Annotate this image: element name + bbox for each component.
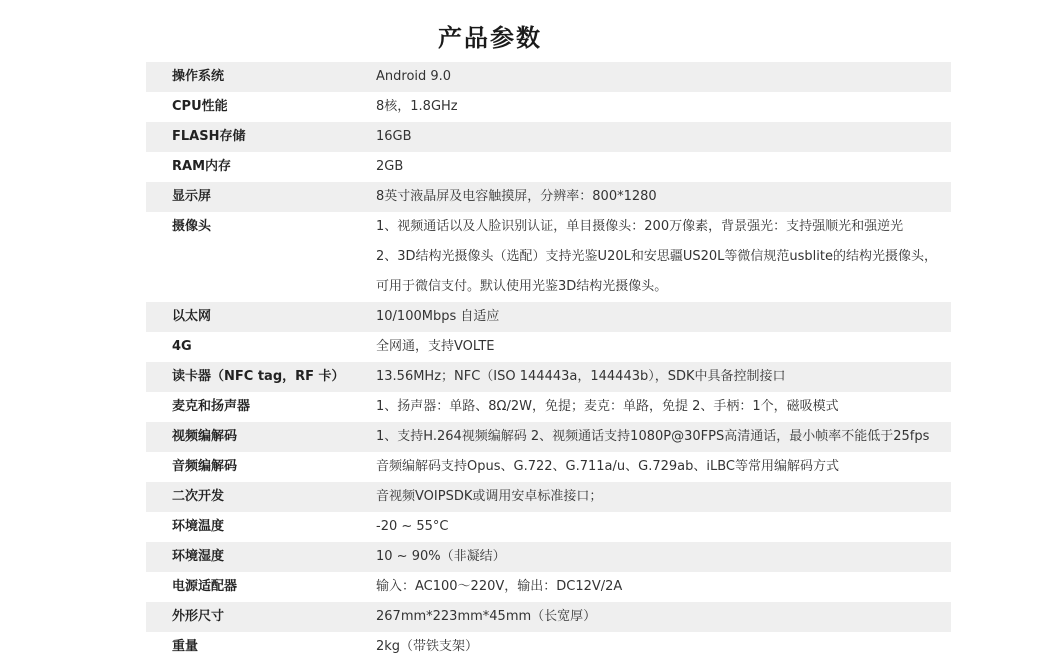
spec-value: [376, 339, 951, 355]
spec-row: [146, 182, 951, 212]
spec-label: 摄像头: [172, 219, 212, 234]
spec-row: [146, 392, 951, 422]
spec-label: 麦克和扬声器: [172, 399, 251, 414]
spec-value-line: 1、扬声器：单路、8Ω/2W，免提；麦克：单路，免提 2、手柄：1个，磁吸模式: [376, 399, 839, 414]
spec-label: 重量: [172, 639, 199, 654]
spec-row: [146, 62, 951, 92]
spec-label: 音频编解码: [172, 459, 238, 474]
spec-row: [146, 422, 951, 452]
spec-label: 环境温度: [172, 519, 225, 534]
spec-value: [376, 399, 951, 415]
spec-value-line: 音频编解码支持Opus、G.722、G.711a/u、G.729ab、iLBC等常用编解码方式: [376, 459, 839, 474]
spec-value-line: 2、3D结构光摄像头（选配）支持光鉴U20L和安思疆US20L等微信规范usblite的结构光摄像头，: [376, 249, 937, 264]
spec-value: [376, 519, 951, 535]
spec-value: [376, 309, 951, 325]
spec-label: 外形尺寸: [172, 609, 225, 624]
spec-value-line: 2GB: [376, 159, 404, 174]
spec-value: [376, 219, 951, 295]
page-title: 产品参数: [438, 24, 542, 52]
spec-value-line: 可用于微信支付。默认使用光鉴3D结构光摄像头。: [376, 279, 668, 294]
spec-label: RAM内存: [172, 159, 232, 174]
spec-value-line: 2kg（带铁支架）: [376, 639, 479, 654]
spec-value-line: 输入：AC100～220V，输出：DC12V/2A: [376, 579, 623, 594]
spec-value-line: 1、视频通话以及人脸识别认证，单目摄像头：200万像素，背景强光：支持强顺光和强逆光: [376, 219, 904, 234]
spec-value: [376, 69, 951, 85]
spec-label: 二次开发: [172, 489, 225, 504]
spec-value: [376, 609, 951, 625]
spec-value: [376, 459, 951, 475]
spec-table: [146, 62, 951, 662]
spec-label: 4G: [172, 339, 192, 354]
spec-label: 操作系统: [172, 69, 225, 84]
spec-label: 显示屏: [172, 189, 212, 204]
spec-row: [146, 542, 951, 572]
spec-value-line: -20 ~ 55°C: [376, 519, 449, 534]
spec-label: 以太网: [172, 309, 212, 324]
spec-row: [146, 572, 951, 602]
spec-value: [376, 639, 951, 655]
spec-row: [146, 362, 951, 392]
spec-value: [376, 489, 951, 505]
spec-value: [376, 429, 951, 445]
spec-value-line: 267mm*223mm*45mm（长宽厚）: [376, 609, 597, 624]
spec-label: 视频编解码: [172, 429, 238, 444]
spec-row: [146, 632, 951, 662]
spec-value: [376, 129, 951, 145]
spec-value-line: 10/100Mbps 自适应: [376, 309, 500, 324]
spec-row: [146, 602, 951, 632]
spec-row: [146, 332, 951, 362]
spec-value-line: 10 ~ 90%（非凝结）: [376, 549, 506, 564]
spec-value: [376, 549, 951, 565]
spec-row: [146, 482, 951, 512]
spec-value-line: 16GB: [376, 129, 412, 144]
spec-value-line: 1、支持H.264视频编解码 2、视频通话支持1080P@30FPS高清通话，最小帧率不能低于25fps: [376, 429, 930, 444]
spec-label: 读卡器（NFC tag，RF 卡）: [172, 369, 345, 384]
spec-value: [376, 579, 951, 595]
spec-label: FLASH存储: [172, 129, 246, 144]
spec-row: [146, 122, 951, 152]
spec-row: [146, 452, 951, 482]
spec-label: 电源适配器: [172, 579, 238, 594]
spec-value: [376, 189, 951, 205]
spec-value-line: Android 9.0: [376, 69, 452, 84]
spec-row: [146, 152, 951, 182]
spec-value: [376, 159, 951, 175]
spec-row: [146, 212, 951, 302]
spec-value-line: 音视频VOIPSDK或调用安卓标准接口；: [376, 489, 603, 504]
spec-row: [146, 302, 951, 332]
spec-value: [376, 369, 951, 385]
spec-value: [376, 99, 951, 115]
spec-row: [146, 92, 951, 122]
spec-value-line: 8核，1.8GHz: [376, 99, 458, 114]
spec-value-line: 全网通，支持VOLTE: [376, 339, 495, 354]
spec-value-line: 8英寸液晶屏及电容触摸屏，分辨率：800*1280: [376, 189, 657, 204]
spec-label: CPU性能: [172, 99, 228, 114]
spec-row: [146, 512, 951, 542]
spec-value-line: 13.56MHz；NFC（ISO 144443a，144443b），SDK中具备控制接口: [376, 369, 786, 384]
spec-label: 环境湿度: [172, 549, 225, 564]
